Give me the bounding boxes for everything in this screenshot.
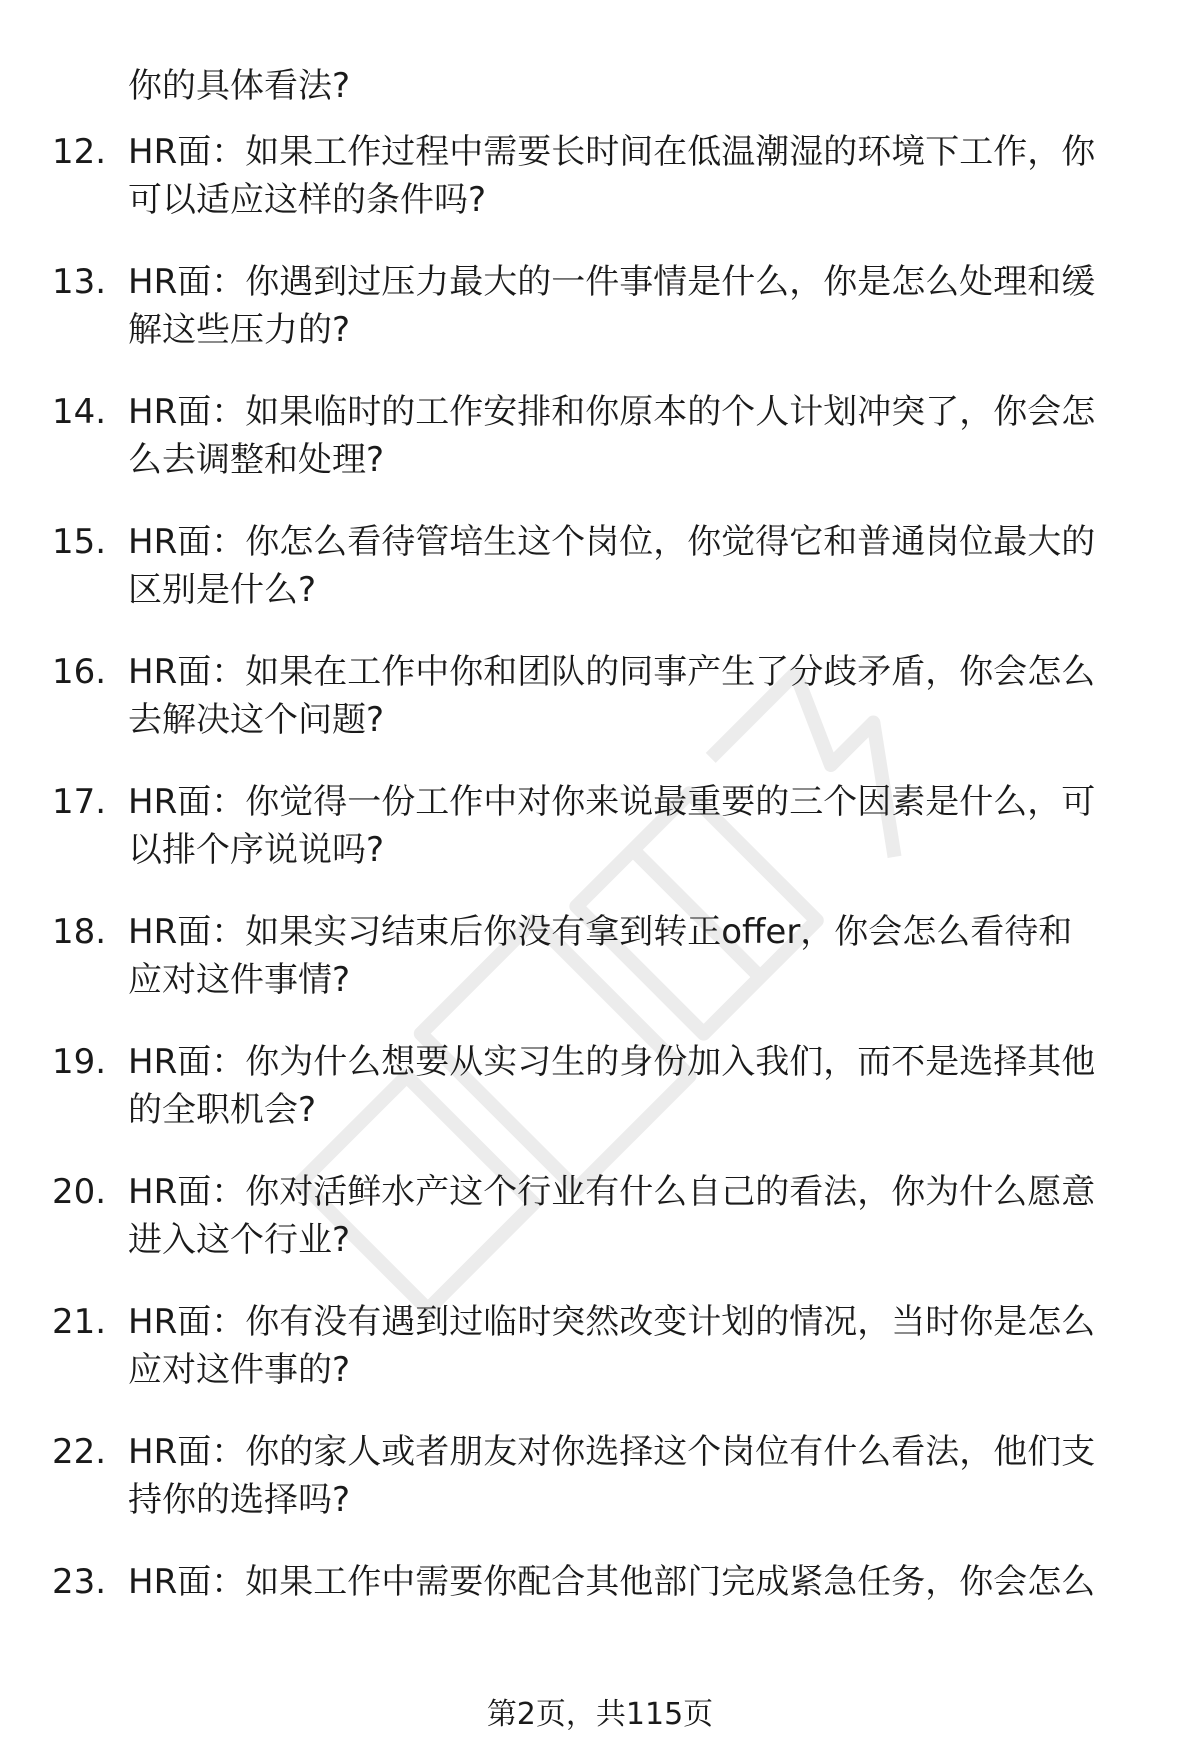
list-item — [0, 1038, 1200, 1168]
question-text — [128, 908, 1148, 1004]
list-item — [0, 648, 1200, 778]
question-text-line: 应对这件事情? — [128, 960, 351, 1000]
question-text-line: 持你的选择吗? — [128, 1480, 351, 1520]
question-text-line: 解这些压力的? — [128, 310, 351, 350]
question-text-line: 的全职机会? — [128, 1090, 317, 1130]
question-text-line: 么去调整和处理? — [128, 440, 385, 480]
question-number: 23. — [52, 1562, 107, 1602]
question-text-line: 可以适应这样的条件吗? — [128, 180, 487, 220]
question-text — [128, 1298, 1148, 1394]
list-item — [0, 388, 1200, 518]
question-text-line: 区别是什么? — [128, 570, 317, 610]
question-number: 15. — [52, 522, 107, 562]
question-text-line: HR面：你怎么看待管培生这个岗位，你觉得它和普通岗位最大的 — [128, 522, 1096, 562]
question-text — [128, 1428, 1148, 1524]
question-number: 18. — [52, 912, 107, 952]
list-item — [0, 908, 1200, 1038]
continuation-line: 你的具体看法? — [128, 66, 351, 106]
question-text — [128, 1558, 1148, 1606]
list-item — [0, 1558, 1200, 1688]
question-text — [128, 778, 1148, 874]
page-footer: 第2页，共115页 — [486, 1697, 714, 1732]
question-text — [128, 128, 1148, 224]
list-item — [0, 1428, 1200, 1558]
question-text-line: HR面：你对活鲜水产这个行业有什么自己的看法，你为什么愿意 — [128, 1172, 1096, 1212]
question-number: 13. — [52, 262, 107, 302]
list-item — [0, 518, 1200, 648]
question-number: 12. — [52, 132, 107, 172]
question-number: 17. — [52, 782, 107, 822]
question-number: 14. — [52, 392, 107, 432]
question-text-line: HR面：如果实习结束后你没有拿到转正offer，你会怎么看待和 — [128, 912, 1073, 952]
question-text-line: 以排个序说说吗? — [128, 830, 385, 870]
question-text-line: HR面：你的家人或者朋友对你选择这个岗位有什么看法，他们支 — [128, 1432, 1096, 1472]
question-text — [128, 648, 1148, 744]
question-number: 16. — [52, 652, 107, 692]
question-number: 21. — [52, 1302, 107, 1342]
list-item — [0, 1298, 1200, 1428]
list-item — [0, 1168, 1200, 1298]
question-text-line: 进入这个行业? — [128, 1220, 351, 1260]
list-item — [0, 258, 1200, 388]
question-number: 22. — [52, 1432, 107, 1472]
question-text-line: 去解决这个问题? — [128, 700, 385, 740]
question-number: 20. — [52, 1172, 107, 1212]
question-text — [128, 1038, 1148, 1134]
question-text-line: HR面：如果工作过程中需要长时间在低温潮湿的环境下工作，你 — [128, 132, 1096, 172]
question-text-line: HR面：你遇到过压力最大的一件事情是什么，你是怎么处理和缓 — [128, 262, 1096, 302]
question-text-line: HR面：如果临时的工作安排和你原本的个人计划冲突了，你会怎 — [128, 392, 1096, 432]
question-text — [128, 388, 1148, 484]
question-text — [128, 1168, 1148, 1264]
list-item — [0, 128, 1200, 258]
question-text-line: HR面：如果工作中需要你配合其他部门完成紧急任务，你会怎么 — [128, 1562, 1096, 1602]
question-text-line: 应对这件事的? — [128, 1350, 351, 1390]
question-text — [128, 258, 1148, 354]
question-list — [0, 128, 1200, 1688]
question-text-line: HR面：你有没有遇到过临时突然改变计划的情况，当时你是怎么 — [128, 1302, 1096, 1342]
question-text-line: HR面：你为什么想要从实习生的身份加入我们，而不是选择其他 — [128, 1042, 1096, 1082]
list-item — [0, 778, 1200, 908]
question-number: 19. — [52, 1042, 107, 1082]
question-text-line: HR面：你觉得一份工作中对你来说最重要的三个因素是什么，可 — [128, 782, 1096, 822]
question-text — [128, 518, 1148, 614]
question-text-line: HR面：如果在工作中你和团队的同事产生了分歧矛盾，你会怎么 — [128, 652, 1096, 692]
